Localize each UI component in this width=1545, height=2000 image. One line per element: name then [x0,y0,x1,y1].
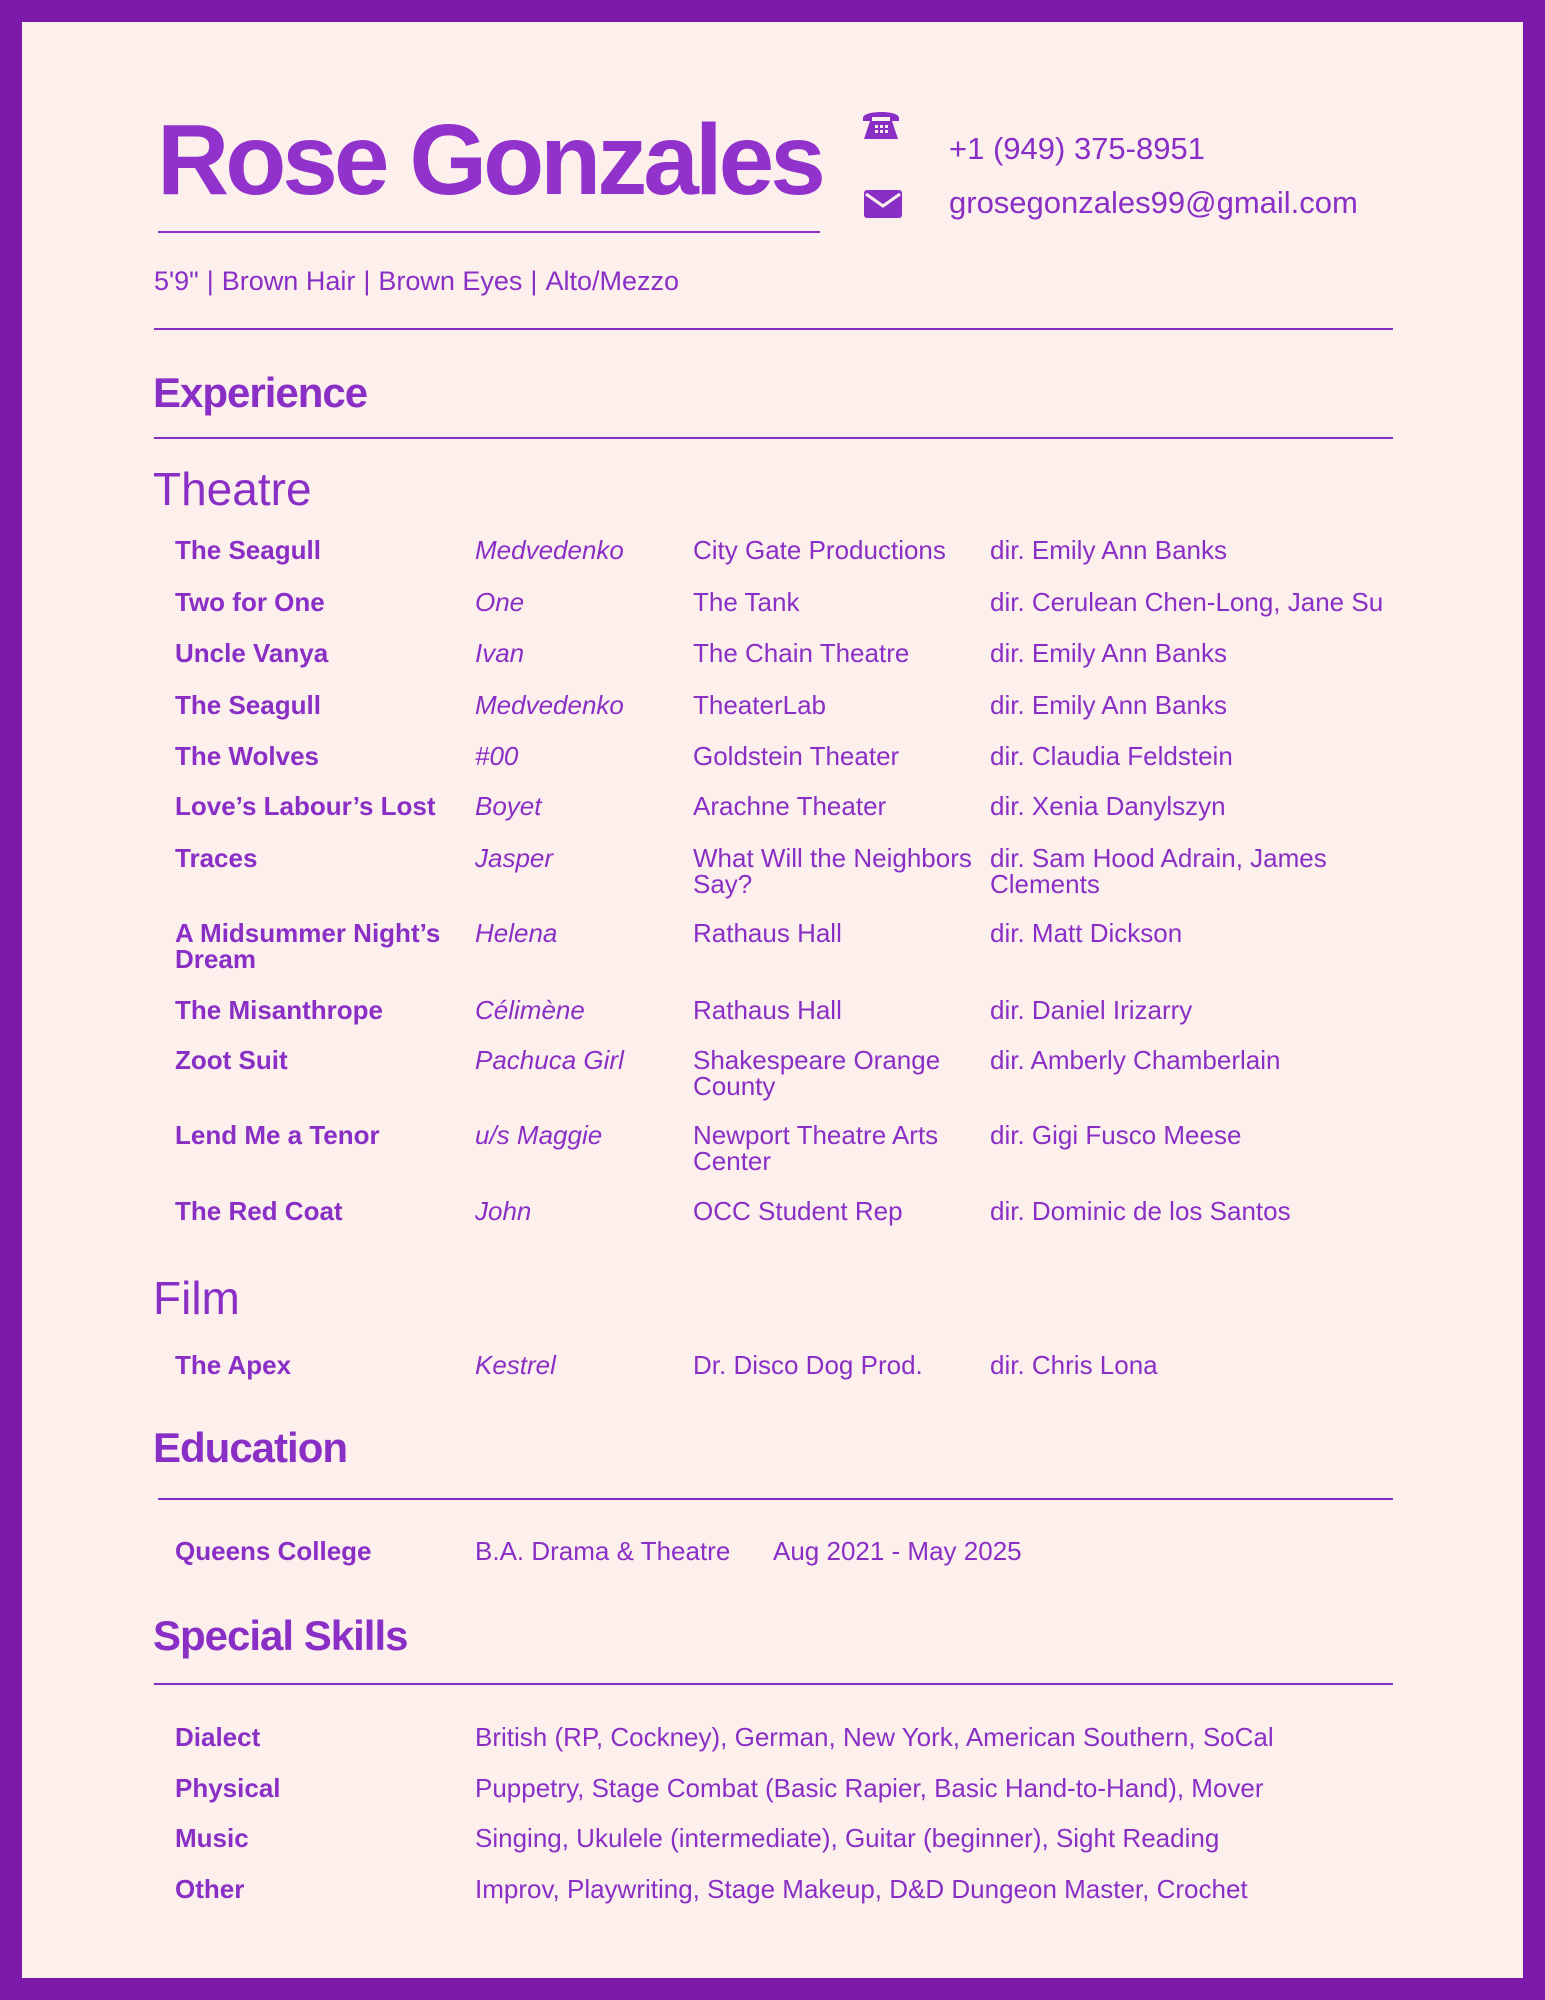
credit-role: u/s Maggie [475,1120,603,1150]
credit-show: The Wolves [175,741,320,771]
skills-heading: Special Skills [153,1612,408,1659]
credit-director: dir. Dominic de los Santos [990,1196,1291,1226]
resume-page [22,22,1523,1978]
credit-company: What Will the Neighbors Say? [693,843,972,899]
experience-heading: Experience [153,369,368,416]
credit-show: A Midsummer Night’s Dream [175,918,441,974]
credit-director: dir. Sam Hood Adrain, James Clements [990,843,1327,899]
attribute-separator: | [206,266,214,296]
credit-company: Rathaus Hall [693,995,842,1025]
credit-role: Pachuca Girl [475,1045,624,1075]
applicant-name: Rose Gonzales [157,104,822,216]
credit-show: Traces [175,843,258,873]
credit-director: dir. Cerulean Chen-Long, Jane Su [990,587,1384,617]
credit-show: Zoot Suit [175,1045,288,1075]
credit-role: Boyet [475,791,542,821]
skill-detail: Singing, Ukulele (intermediate), Guitar (beginner), Sight Reading [475,1823,1220,1853]
credit-show: The Misanthrope [175,995,384,1025]
film-heading: Film [153,1272,240,1324]
credit-director: dir. Claudia Feldstein [990,741,1233,771]
education-divider [158,1498,1393,1500]
credit-director: dir. Gigi Fusco Meese [990,1120,1242,1150]
credit-director: dir. Amberly Chamberlain [990,1045,1281,1075]
credit-show: Uncle Vanya [175,638,329,668]
credit-role: #00 [475,741,519,771]
experience-divider [154,437,1393,439]
theatre-heading: Theatre [153,463,312,515]
credit-role: Medvedenko [475,690,624,720]
credit-show: The Seagull [175,535,321,565]
credit-company: City Gate Productions [693,535,946,565]
credit-director: dir. Emily Ann Banks [990,535,1227,565]
attribute-voice: Alto/Mezzo [545,266,679,296]
credit-show: The Red Coat [175,1196,343,1226]
skill-category: Dialect [175,1722,261,1752]
credit-show: Two for One [175,587,325,617]
credit-company: The Chain Theatre [693,638,910,668]
credit-company: Dr. Disco Dog Prod. [693,1350,923,1380]
credit-role: Medvedenko [475,535,624,565]
credit-role: Helena [475,918,558,948]
education-heading: Education [153,1424,348,1471]
attribute-eyes: Brown Eyes [378,266,523,296]
credit-company: The Tank [693,587,800,617]
education-dates: Aug 2021 - May 2025 [773,1536,1022,1566]
header-divider [154,328,1393,330]
credit-role: Ivan [475,638,525,668]
attribute-height: 5'9" [154,266,199,296]
credit-director: dir. Matt Dickson [990,918,1183,948]
credit-company: Goldstein Theater [693,741,900,771]
envelope-icon [863,189,903,224]
credit-show: Love’s Labour’s Lost [175,791,436,821]
email-address[interactable]: grosegonzales99@gmail.com [949,185,1358,220]
attribute-separator: | [363,266,371,296]
credit-company: Newport Theatre Arts Center [693,1120,939,1176]
credit-show: The Seagull [175,690,321,720]
credit-company: TheaterLab [693,690,826,720]
credit-show: The Apex [175,1350,292,1380]
education-degree: B.A. Drama & Theatre [475,1536,731,1566]
credit-director: dir. Emily Ann Banks [990,690,1227,720]
skill-detail: British (RP, Cockney), German, New York, American Southern, SoCal [475,1722,1274,1752]
attribute-hair: Brown Hair [221,266,356,296]
credit-role: Kestrel [475,1350,556,1380]
physical-attributes [154,266,679,297]
credit-role: Jasper [475,843,554,873]
phone-icon [860,106,902,147]
skill-detail: Improv, Playwriting, Stage Makeup, D&D Dungeon Master, Crochet [475,1873,1248,1904]
credit-company: Arachne Theater [693,791,887,821]
credit-director: dir. Xenia Danylszyn [990,791,1226,821]
skills-divider [154,1683,1393,1685]
skill-detail: Puppetry, Stage Combat (Basic Rapier, Basic Hand-to-Hand), Mover [475,1772,1264,1803]
credit-role: John [475,1196,532,1226]
phone-number[interactable]: +1 (949) 375-8951 [949,131,1205,166]
skill-category: Physical [175,1772,281,1803]
credit-director: dir. Chris Lona [990,1350,1158,1380]
credit-company: OCC Student Rep [693,1196,903,1226]
credit-director: dir. Emily Ann Banks [990,638,1227,668]
skill-category: Other [175,1873,245,1904]
credit-show: Lend Me a Tenor [175,1120,380,1150]
credit-director: dir. Daniel Irizarry [990,995,1193,1025]
credit-role: One [475,587,525,617]
attribute-separator: | [530,266,538,296]
name-underline [158,231,820,233]
skill-category: Music [175,1823,249,1853]
credit-role: Célimène [475,995,585,1025]
credit-company: Shakespeare Orange County [693,1045,941,1101]
credit-company: Rathaus Hall [693,918,842,948]
education-school: Queens College [175,1536,372,1566]
